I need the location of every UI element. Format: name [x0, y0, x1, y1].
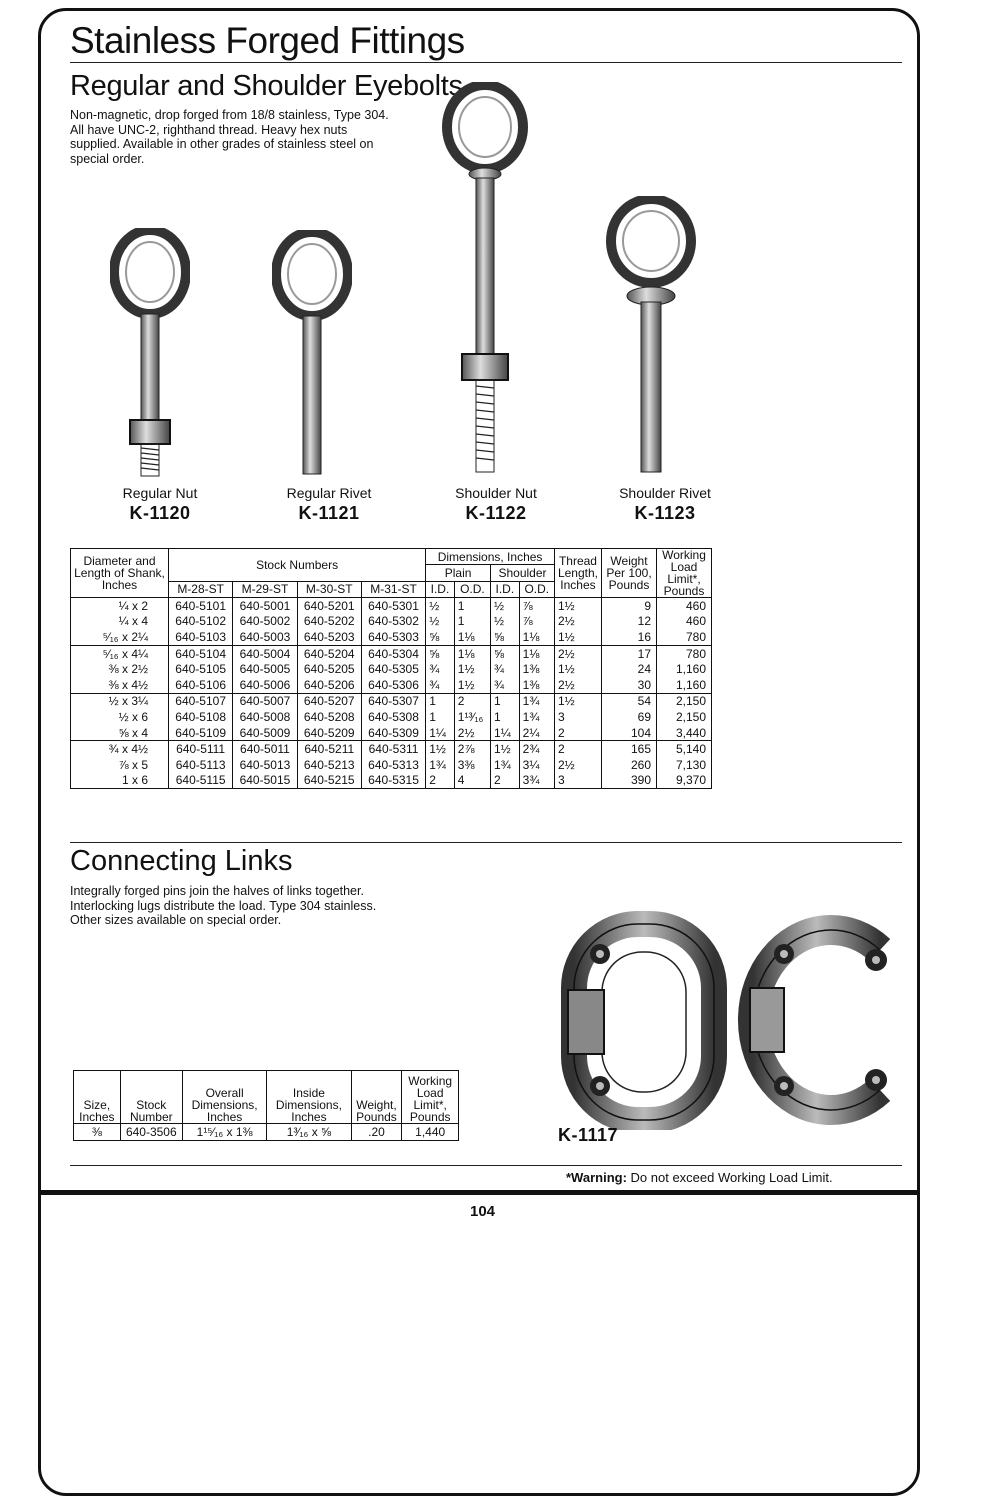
table-cell: ½	[491, 614, 520, 630]
col-header-wll: Working Load Limit*, Pounds	[402, 1071, 459, 1124]
table-cell: 9	[602, 598, 657, 614]
table-cell: 460	[657, 598, 712, 614]
product-name: Regular Nut	[122, 485, 198, 501]
product-k1120	[75, 485, 245, 524]
table-cell: ¼ x 4	[71, 614, 169, 630]
table-cell: 1¾	[491, 757, 520, 773]
table-row	[71, 661, 712, 677]
table-cell: 640-5015	[233, 773, 297, 789]
table-row	[71, 614, 712, 630]
table-cell: 3	[554, 773, 601, 789]
table-cell: ⅞	[519, 614, 554, 630]
table-cell: 640-5006	[233, 677, 297, 693]
table-cell: 3	[554, 709, 601, 725]
table-cell: 2	[426, 773, 455, 789]
table-cell: 640-5105	[169, 661, 233, 677]
table-cell: 1⅜	[519, 661, 554, 677]
table-cell: 1 x 6	[71, 773, 169, 789]
table-cell: 1¹³⁄₁₆	[454, 709, 490, 725]
product-code: K-1123	[634, 503, 696, 523]
table-cell: 640-5011	[233, 741, 297, 757]
table-cell: ⅝	[491, 645, 520, 661]
table-cell: 2	[491, 773, 520, 789]
table-cell: 640-5005	[233, 661, 297, 677]
table-cell: 1⅜	[519, 677, 554, 693]
table-cell: 640-5001	[233, 598, 297, 614]
table-cell: 7,130	[657, 757, 712, 773]
table-cell: ⁵⁄₁₆ x 2¼	[71, 629, 169, 645]
table-cell: 640-5311	[361, 741, 425, 757]
col-header-plain-od: O.D.	[454, 581, 490, 597]
table-cell: 1⅛	[454, 645, 490, 661]
table-cell: 640-5203	[297, 629, 361, 645]
table-cell: 165	[602, 741, 657, 757]
table-cell: ¾ x 4½	[71, 741, 169, 757]
col-header-size: Diameter and Length of Shank, Inches	[71, 549, 169, 598]
table-row	[71, 741, 712, 757]
footer-rule	[70, 1165, 902, 1166]
table-cell: ¾	[491, 661, 520, 677]
col-header-m29: M-29-ST	[233, 581, 297, 597]
table-cell: 1,160	[657, 677, 712, 693]
col-header-m30: M-30-ST	[297, 581, 361, 597]
table-cell: ⅝	[426, 645, 455, 661]
table-cell: 54	[602, 693, 657, 709]
table-cell: 640-5308	[361, 709, 425, 725]
table-cell: 69	[602, 709, 657, 725]
table-cell: ⅝	[491, 629, 520, 645]
regular-rivet-eyebolt-illustration	[272, 230, 352, 480]
table-cell: 640-5213	[297, 757, 361, 773]
warning-note	[566, 1170, 833, 1185]
table-cell: ½ x 6	[71, 709, 169, 725]
table-row	[71, 645, 712, 661]
table-cell: 1¾	[426, 757, 455, 773]
table-row	[71, 629, 712, 645]
page-title: Stainless Forged Fittings	[70, 20, 465, 61]
table-cell: ½ x 3¼	[71, 693, 169, 709]
table-cell: 1¼	[426, 725, 455, 741]
table-cell: 1¾	[519, 709, 554, 725]
product-code-k1117: K-1117	[558, 1125, 619, 1145]
table-row	[71, 598, 712, 614]
table-cell: 640-5208	[297, 709, 361, 725]
links-description: Integrally forged pins join the halves of links together. Interlocking lugs distribute the load. Type 304 stainless. Other sizes available on special order.	[70, 884, 377, 927]
col-header-shoulder-id: I.D.	[491, 581, 520, 597]
table-row	[74, 1124, 459, 1141]
page-number: 104	[470, 1203, 496, 1220]
product-code: K-1121	[298, 503, 360, 523]
table-cell: 640-5306	[361, 677, 425, 693]
table-cell: 4	[454, 773, 490, 789]
table-cell: ¾	[426, 661, 455, 677]
shoulder-rivet-eyebolt-illustration	[603, 196, 699, 476]
table-cell: 3¼	[519, 757, 554, 773]
col-header-stock-numbers: Stock Numbers	[169, 549, 426, 582]
product-k1123	[580, 485, 750, 524]
table-cell: 24	[602, 661, 657, 677]
table-cell: 1¾	[519, 693, 554, 709]
table-cell: 640-5215	[297, 773, 361, 789]
table-row	[71, 725, 712, 741]
col-header-plain: Plain	[426, 565, 491, 581]
table-cell: 12	[602, 614, 657, 630]
links-heading: Connecting Links	[70, 845, 293, 877]
table-cell: 640-5304	[361, 645, 425, 661]
col-header-weight: Weight Per 100, Pounds	[602, 549, 657, 598]
table-cell: 640-5106	[169, 677, 233, 693]
table-cell: 1½	[554, 629, 601, 645]
table-cell: 640-5009	[233, 725, 297, 741]
table-cell: 1½	[426, 741, 455, 757]
col-header-size: Size, Inches	[74, 1071, 121, 1124]
table-cell: 640-5102	[169, 614, 233, 630]
table-cell: 5,140	[657, 741, 712, 757]
table-cell: 1½	[554, 598, 601, 614]
table-cell: 2,150	[657, 709, 712, 725]
table-cell: 1⅛	[454, 629, 490, 645]
table-cell: .20	[351, 1124, 402, 1141]
table-cell: 640-5207	[297, 693, 361, 709]
table-row	[71, 677, 712, 693]
table-cell: 1	[454, 598, 490, 614]
table-row	[71, 709, 712, 725]
col-header-m31: M-31-ST	[361, 581, 425, 597]
col-header-m28: M-28-ST	[169, 581, 233, 597]
table-cell: 1³⁄₁₆ x ⅝	[267, 1124, 351, 1141]
table-cell: 2½	[554, 677, 601, 693]
table-cell: ¾	[426, 677, 455, 693]
table-cell: 1	[426, 693, 455, 709]
table-cell: 2½	[454, 725, 490, 741]
table-cell: 640-5013	[233, 757, 297, 773]
table-cell: 640-5007	[233, 693, 297, 709]
col-header-inside: Inside Dimensions, Inches	[267, 1071, 351, 1124]
table-cell: ½	[426, 598, 455, 614]
table-cell: 640-5313	[361, 757, 425, 773]
col-header-shoulder: Shoulder	[491, 565, 555, 581]
col-header-stock: Stock Number	[120, 1071, 182, 1124]
table-cell: ⅜ x 4½	[71, 677, 169, 693]
table-cell: 2	[554, 725, 601, 741]
table-cell: 17	[602, 645, 657, 661]
table-row	[71, 757, 712, 773]
eyebolts-description: Non-magnetic, drop forged from 18/8 stainless, Type 304. All have UNC-2, righthand thread. Heavy hex nuts supplied. Available in other grades of stainless steel on special order.	[70, 108, 389, 166]
table-cell: ½	[491, 598, 520, 614]
table-cell: 640-5111	[169, 741, 233, 757]
table-cell: 1⅛	[519, 629, 554, 645]
col-header-wll: Working Load Limit*, Pounds	[657, 549, 712, 598]
table-cell: ⅜ x 2½	[71, 661, 169, 677]
frame-bottom-bar	[38, 1190, 920, 1195]
table-cell: 2	[554, 741, 601, 757]
table-cell: 640-5107	[169, 693, 233, 709]
table-row	[71, 693, 712, 709]
table-cell: 640-5115	[169, 773, 233, 789]
regular-nut-eyebolt-illustration	[110, 228, 190, 483]
table-cell: 2½	[554, 757, 601, 773]
table-cell: 260	[602, 757, 657, 773]
product-name: Regular Rivet	[286, 485, 372, 501]
table-cell: ¾	[491, 677, 520, 693]
table-cell: 2	[454, 693, 490, 709]
table-cell: 640-5301	[361, 598, 425, 614]
table-cell: 2⅞	[454, 741, 490, 757]
section-rule	[70, 842, 902, 843]
col-header-plain-id: I.D.	[426, 581, 455, 597]
table-cell: 640-5002	[233, 614, 297, 630]
col-header-weight: Weight, Pounds	[351, 1071, 402, 1124]
table-cell: 1¹⁵⁄₁₆ x 1⅜	[182, 1124, 266, 1141]
table-cell: 780	[657, 629, 712, 645]
table-cell: 104	[602, 725, 657, 741]
table-cell: 1½	[554, 693, 601, 709]
table-cell: 640-5315	[361, 773, 425, 789]
table-cell: 640-5003	[233, 629, 297, 645]
table-cell: 640-5309	[361, 725, 425, 741]
table-cell: 30	[602, 677, 657, 693]
table-cell: ⅜	[74, 1124, 121, 1141]
table-cell: 390	[602, 773, 657, 789]
product-code: K-1122	[465, 503, 527, 523]
table-cell: 780	[657, 645, 712, 661]
table-cell: 1½	[454, 677, 490, 693]
col-header-overall: Overall Dimensions, Inches	[182, 1071, 266, 1124]
table-cell: 640-5303	[361, 629, 425, 645]
table-row	[71, 773, 712, 789]
table-cell: 1½	[491, 741, 520, 757]
table-cell: 640-5108	[169, 709, 233, 725]
table-cell: 1⅛	[519, 645, 554, 661]
table-cell: ⅞	[519, 598, 554, 614]
table-cell: 16	[602, 629, 657, 645]
table-cell: 2½	[554, 614, 601, 630]
table-cell: ⅝	[426, 629, 455, 645]
connecting-link-illustration	[560, 910, 920, 1130]
links-spec-table	[73, 1070, 459, 1141]
eyebolts-spec-table	[70, 548, 712, 789]
table-cell: 2,150	[657, 693, 712, 709]
table-cell: 640-5103	[169, 629, 233, 645]
title-rule	[70, 62, 902, 63]
table-cell: 640-5307	[361, 693, 425, 709]
table-cell: 2¾	[519, 741, 554, 757]
table-cell: 1	[426, 709, 455, 725]
table-cell: 640-5004	[233, 645, 297, 661]
table-cell: 640-5008	[233, 709, 297, 725]
table-cell: 3,440	[657, 725, 712, 741]
table-cell: 640-5204	[297, 645, 361, 661]
table-cell: 640-5205	[297, 661, 361, 677]
product-name: Shoulder Nut	[455, 485, 537, 501]
table-cell: 1	[491, 709, 520, 725]
table-cell: 1,440	[402, 1124, 459, 1141]
product-k1121	[244, 485, 414, 524]
table-cell: 640-5302	[361, 614, 425, 630]
table-cell: 640-5202	[297, 614, 361, 630]
warning-text: Do not exceed Working Load Limit.	[630, 1170, 833, 1185]
table-cell: 2¼	[519, 725, 554, 741]
table-cell: 3¾	[519, 773, 554, 789]
warning-label: *Warning:	[566, 1170, 627, 1185]
table-cell: 1	[454, 614, 490, 630]
table-cell: ⅝ x 4	[71, 725, 169, 741]
table-cell: 640-5113	[169, 757, 233, 773]
col-header-dimensions: Dimensions, Inches	[426, 549, 555, 565]
product-name: Shoulder Rivet	[619, 485, 711, 501]
table-cell: 1½	[454, 661, 490, 677]
table-cell: 640-3506	[120, 1124, 182, 1141]
product-k1122	[411, 485, 581, 524]
table-cell: 640-5206	[297, 677, 361, 693]
table-cell: 640-5209	[297, 725, 361, 741]
table-cell: 1,160	[657, 661, 712, 677]
table-cell: 640-5101	[169, 598, 233, 614]
table-cell: ⅞ x 5	[71, 757, 169, 773]
table-cell: 1½	[554, 661, 601, 677]
table-cell: 640-5201	[297, 598, 361, 614]
table-cell: 640-5104	[169, 645, 233, 661]
table-cell: 3⅜	[454, 757, 490, 773]
table-cell: 640-5305	[361, 661, 425, 677]
table-cell: 640-5109	[169, 725, 233, 741]
col-header-thread: Thread Length, Inches	[554, 549, 601, 598]
shoulder-nut-eyebolt-illustration	[440, 82, 530, 482]
table-cell: 2½	[554, 645, 601, 661]
table-cell: ⁵⁄₁₆ x 4¼	[71, 645, 169, 661]
table-cell: 460	[657, 614, 712, 630]
table-cell: 640-5211	[297, 741, 361, 757]
table-cell: 1¼	[491, 725, 520, 741]
product-code: K-1120	[129, 503, 191, 523]
col-header-shoulder-od: O.D.	[519, 581, 554, 597]
table-cell: ½	[426, 614, 455, 630]
table-cell: ¼ x 2	[71, 598, 169, 614]
table-cell: 1	[491, 693, 520, 709]
eyebolts-heading: Regular and Shoulder Eyebolts	[70, 70, 463, 102]
table-cell: 9,370	[657, 773, 712, 789]
